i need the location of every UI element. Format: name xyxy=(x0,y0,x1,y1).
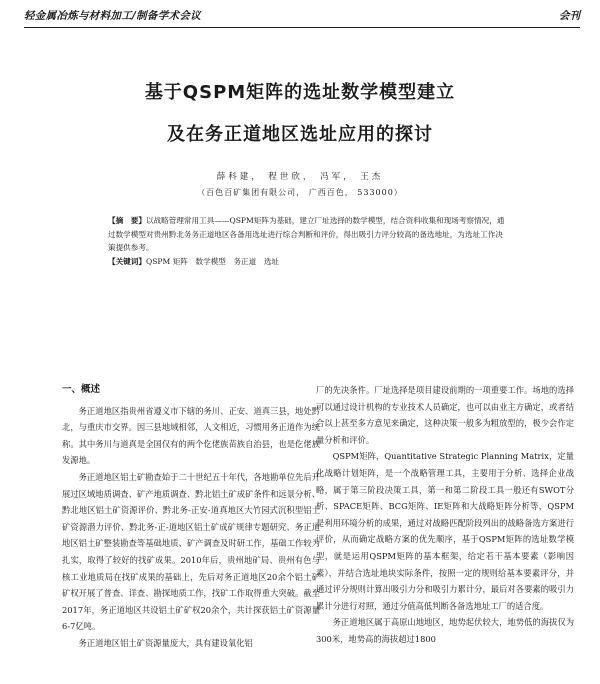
paragraph: QSPM矩阵，Quantitative Strategic Planning Matrix，定量化战略计划矩阵，是一个战略管理工具，主要用于分析、选择企业战略，属于第三阶段决策工具，第一和第二阶段工具一般还有SWOT分析、SPACE矩阵、BCG矩阵、IE矩阵和大战略矩阵分析等，QSPM是利用环境分析的成果，通过对战略匹配阶段列出的战略备选方案进行评价，从而确定战略方案的优先顺序，基于QSPM矩阵的选址数学模型，就是运用QSPM矩阵的基本框架，给定若干基本要素（影响因素），并结合选址地块实际条件，按照一定的规则给基本要素评分，并通过评分规则计算出吸引力分和吸引力累计分，最后对各要素的吸引力累计分进行对照，通过分值高低判断各备选地址工厂的适合度。 xyxy=(316,451,574,611)
header-rule xyxy=(24,27,580,28)
paragraph: 务正道地区铝土矿资源量庞大，具有建设氧化铝 xyxy=(78,637,253,648)
abstract-text: 以战略管理常用工具——QSPM矩阵为基础，建立厂址选择的数学模型，结合资料收集和现场考察情况，通过数学模型对贵州黔北务务正道地区各备用选址进行综合判断和评价，得出吸引力评分较高的备选地址，为选址工作决策提供参考。 xyxy=(108,216,505,252)
title-line-2: 及在务正道地区选址应用的探讨 xyxy=(167,124,433,145)
abstract-block xyxy=(108,214,506,268)
paragraph: 务正道地区指贵州省遵义市下辖的务川、正安、道真三县，地处黔北，与重庆市交界。因三县地域相邻，人文相近，习惯用务正道作为统称。其中务川与道真是全国仅有的两个仡佬族苗族自治县，也是仡佬族发源地。 xyxy=(62,405,320,466)
affiliation: （百色百矿集团有限公司， 广西百色， 533000） xyxy=(197,188,403,197)
abstract-label: 【摘 要】 xyxy=(108,216,146,225)
right-column xyxy=(316,382,574,648)
journal-name: 轻金属冶炼与材料加工/制备学术会议 xyxy=(24,10,201,22)
left-column xyxy=(62,382,320,652)
authors: 薛科建， 程世欣， 冯军， 王杰 xyxy=(216,172,384,182)
section-heading: 一、概述 xyxy=(62,384,101,395)
keywords-text: QSPM 矩阵 数学模型 务正道 选址 xyxy=(145,256,280,266)
abstract xyxy=(108,214,506,255)
running-header xyxy=(24,8,580,26)
paragraph: 务正道地区铝土矿勘查始于二十世纪五十年代，各地勘单位先后开展过区域地质调查、矿产地质调查、黔北铝土矿成矿条件和远景分析、黔北地区铝土矿资源评价、黔北务-正安-道真地区大竹园式沉积型铝土矿资源潜力评价、黔北务-正-道地区铝土矿成矿规律专题研究、务正道地区铝土矿整装勘查等基础地质、矿产调查及时研工作，基础工作较为扎实，取得了较好的找矿成果。2010年后，贵州地矿局、贵州有色与核工业地质局在找矿成果的基础上，先后对务正道地区20余个铝土矿矿权开展了普查、详查、勘探地质工作，找矿工作取得重大突破。截至2017年，务正道地区共设铝土矿矿权20余个，共计探获铝土矿资源量6-7亿吨。 xyxy=(62,471,320,632)
keywords xyxy=(108,255,506,269)
title-line-1: 基于QSPM矩阵的选址数学模型建立 xyxy=(144,82,456,103)
paragraph: 厂的先决条件。厂址选择是项目建设前期的一项重要工作。场地的选择可以通过设计机构的专业技术人员确定，也可以由业主方确定，或者结合以上甚至多方意见来确定，这种决策一般多为粗放型的，极少会作定量分析和评价。 xyxy=(316,385,574,445)
journal-tag: 会刊 xyxy=(559,10,580,22)
paragraph: 务正道地区属于高原山地地区，地势起伏较大，地势低的海拔仅为300米，地势高的海拔超过1800 xyxy=(316,617,574,644)
keywords-label: 【关键词】 xyxy=(108,256,146,266)
